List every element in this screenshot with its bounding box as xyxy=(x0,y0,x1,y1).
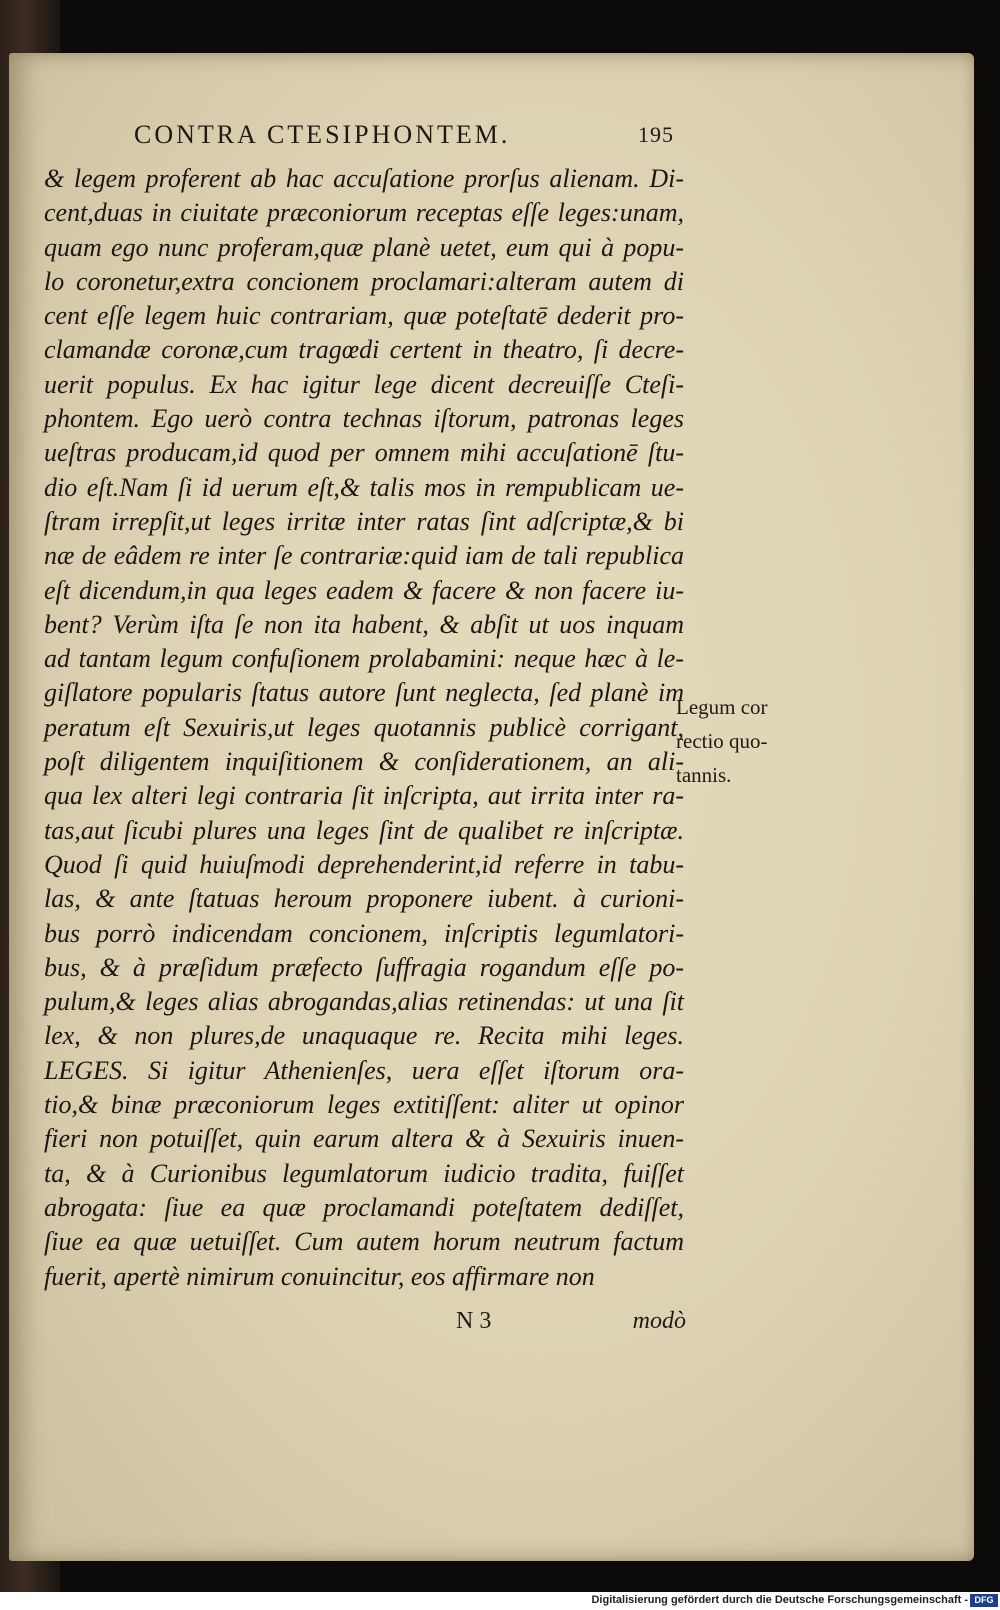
text-line: poſt diligentem inquiſitionem & conſiderationem, an ali- xyxy=(44,747,684,777)
text-line: dio eſt.Nam ſi id uerum eſt,& talis mos in rempublicam ue- xyxy=(44,472,684,502)
text-line: eſt dicendum,in qua leges eadem & facere & non facere iu- xyxy=(44,575,684,605)
text-line: uerit populus. Ex hac igitur lege dicent decreuiſſe Cteſi- xyxy=(44,369,684,399)
marginal-note xyxy=(676,690,816,792)
marginal-note-line: Legum cor xyxy=(676,695,768,719)
text-line: las, & ante ſtatuas heroum proponere iubent. à curioni- xyxy=(44,884,684,914)
body-text xyxy=(44,162,684,1294)
marginal-note-line: rectio quo- xyxy=(676,729,768,753)
signature-mark: N 3 xyxy=(456,1308,492,1334)
running-title: CONTRA CTESIPHONTEM. xyxy=(134,120,511,149)
text-line: pulum,& leges alias abrogandas,alias retinendas: ut una ſit xyxy=(44,987,684,1017)
text-line: cent eſſe legem huic contrariam, quæ poteſtatē dederit pro- xyxy=(44,301,684,331)
text-line: clamandæ coronæ,cum tragœdi certent in theatro, ſi decre- xyxy=(44,335,684,365)
text-line: cent,duas in ciuitate præconiorum receptas eſſe leges:unam, xyxy=(44,198,684,228)
text-line: giſlatore popularis ſtatus autore ſunt neglecta, ſed planè im xyxy=(44,678,684,708)
marginal-note-line: tannis. xyxy=(676,763,732,787)
text-line: lex, & non plures,de unaquaque re. Recita mihi leges. xyxy=(44,1021,684,1051)
catchword: modò xyxy=(632,1308,686,1334)
text-line: næ de eâdem re inter ſe contrariæ:quid iam de tali republica xyxy=(44,541,684,571)
footer-strip xyxy=(0,1592,1000,1610)
page-number: 195 xyxy=(638,122,674,147)
running-head xyxy=(120,118,720,158)
text-line: ta, & à Curionibus legumlatorum iudicio tradita, fuiſſet xyxy=(44,1158,684,1188)
text-line: ſtram irrepſit,ut leges irritæ inter ratas ſint adſcriptæ,& bi xyxy=(44,506,684,536)
text-line: bus, & à præſidum præfecto ſuffragia rogandum eſſe po- xyxy=(44,952,684,982)
text-line: bent? Verùm iſta ſe non ita habent, & abſit ut uos inquam xyxy=(44,609,684,639)
text-line: phontem. Ego uerò contra technas iſtorum, patronas leges xyxy=(44,404,684,434)
text-line: LEGES. Si igitur Athenienſes, uera eſſet iſtorum ora- xyxy=(44,1055,684,1085)
text-line: fieri non potuiſſet, quin earum altera & à Sexuiris inuen- xyxy=(44,1124,684,1154)
text-line: ueſtras producam,id quod per omnem mihi accuſationē ſtu- xyxy=(44,438,684,468)
text-line: fuerit, apertè nimirum conuincitur, eos affirmare non xyxy=(44,1261,595,1291)
text-line: ſiue ea quæ uetuiſſet. Cum autem horum neutrum factum xyxy=(44,1227,684,1257)
dfg-logo: DFG xyxy=(970,1594,998,1607)
funding-credit: Digitalisierung gefördert durch die Deutsche Forschungsgemeinschaft - xyxy=(591,1594,968,1606)
text-line: tio,& binæ præconiorum leges extitiſſent: aliter ut opinor xyxy=(44,1090,684,1120)
text-line: quam ego nunc proferam,quæ planè uetet, eum qui à popu- xyxy=(44,232,684,262)
text-line: bus porrò indicendam concionem, inſcriptis legumlatori- xyxy=(44,918,684,948)
text-line: & legem proferent ab hac accuſatione prorſus alienam. Di- xyxy=(44,164,684,193)
text-line: qua lex alteri legi contraria ſit inſcripta, aut irrita inter ra- xyxy=(44,781,684,811)
catchline xyxy=(452,1308,692,1342)
text-line: tas,aut ſicubi plures una leges ſint de qualibet re inſcriptæ. xyxy=(44,815,684,845)
text-line: lo coronetur,extra concionem proclamari:alteram autem di xyxy=(44,266,684,296)
text-line: Quod ſi quid huiuſmodi deprehenderint,id referre in tabu- xyxy=(44,849,684,879)
text-line: peratum eſt Sexuiris,ut leges quotannis publicè corrigant, xyxy=(44,712,684,742)
text-line: abrogata: ſiue ea quæ proclamandi poteſtatem dediſſet, xyxy=(44,1192,684,1222)
text-line: ad tantam legum confuſionem prolabamini: neque hæc à le- xyxy=(44,644,684,674)
